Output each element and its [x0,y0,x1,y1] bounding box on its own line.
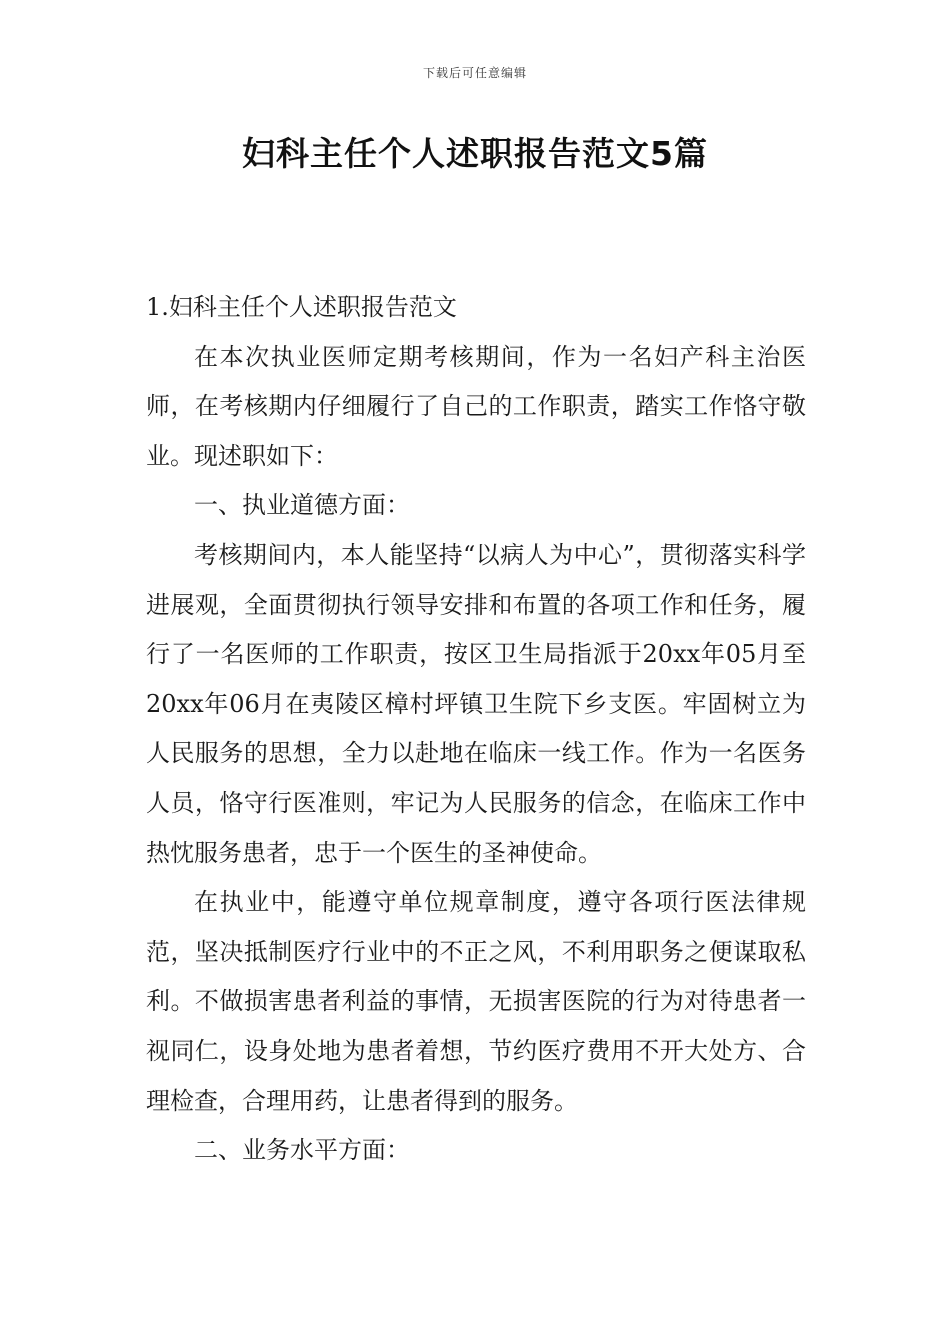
paragraph-intro: 在本次执业医师定期考核期间，作为一名妇产科主治医师，在考核期内仔细履行了自己的工作职责，踏实工作恪守敬业。现述职如下： [146,342,806,470]
paragraph-ethics-1: 考核期间内，本人能坚持“以病人为中心”，贯彻落实科学进展观，全面贯彻执行领导安排和布置的各项工作和任务，履行了一名医师的工作职责，按区卫生局指派于20xx年05月至20xx年06月在夷陵区樟村坪镇卫生院下乡支医。牢固树立为人民服务的思想，全力以赴地在临床一线工作。作为一名医务人员，恪守行医准则，牢记为人民服务的信念，在临床工作中热忱服务患者，忠于一个医生的圣神使命。 [146,540,806,867]
header-note: 下载后可任意编辑 [422,66,527,80]
document-title: 妇科主任个人述职报告范文5篇 [242,134,708,173]
heading-professional-skill: 二、业务水平方面： [194,1136,410,1165]
heading-professional-ethics: 一、执业道德方面： [194,491,410,520]
paragraph-ethics-2: 在执业中，能遵守单位规章制度，遵守各项行医法律规范，坚决抵制医疗行业中的不正之风，不利用职务之便谋取私利。不做损害患者利益的事情，无损害医院的行为对待患者一视同仁，设身处地为患者着想，节约医疗费用不开大处方、合理检查，合理用药，让患者得到的服务。 [146,888,806,1115]
document-body [146,283,806,1176]
section-title: 1.妇科主任个人述职报告范文 [146,293,457,321]
